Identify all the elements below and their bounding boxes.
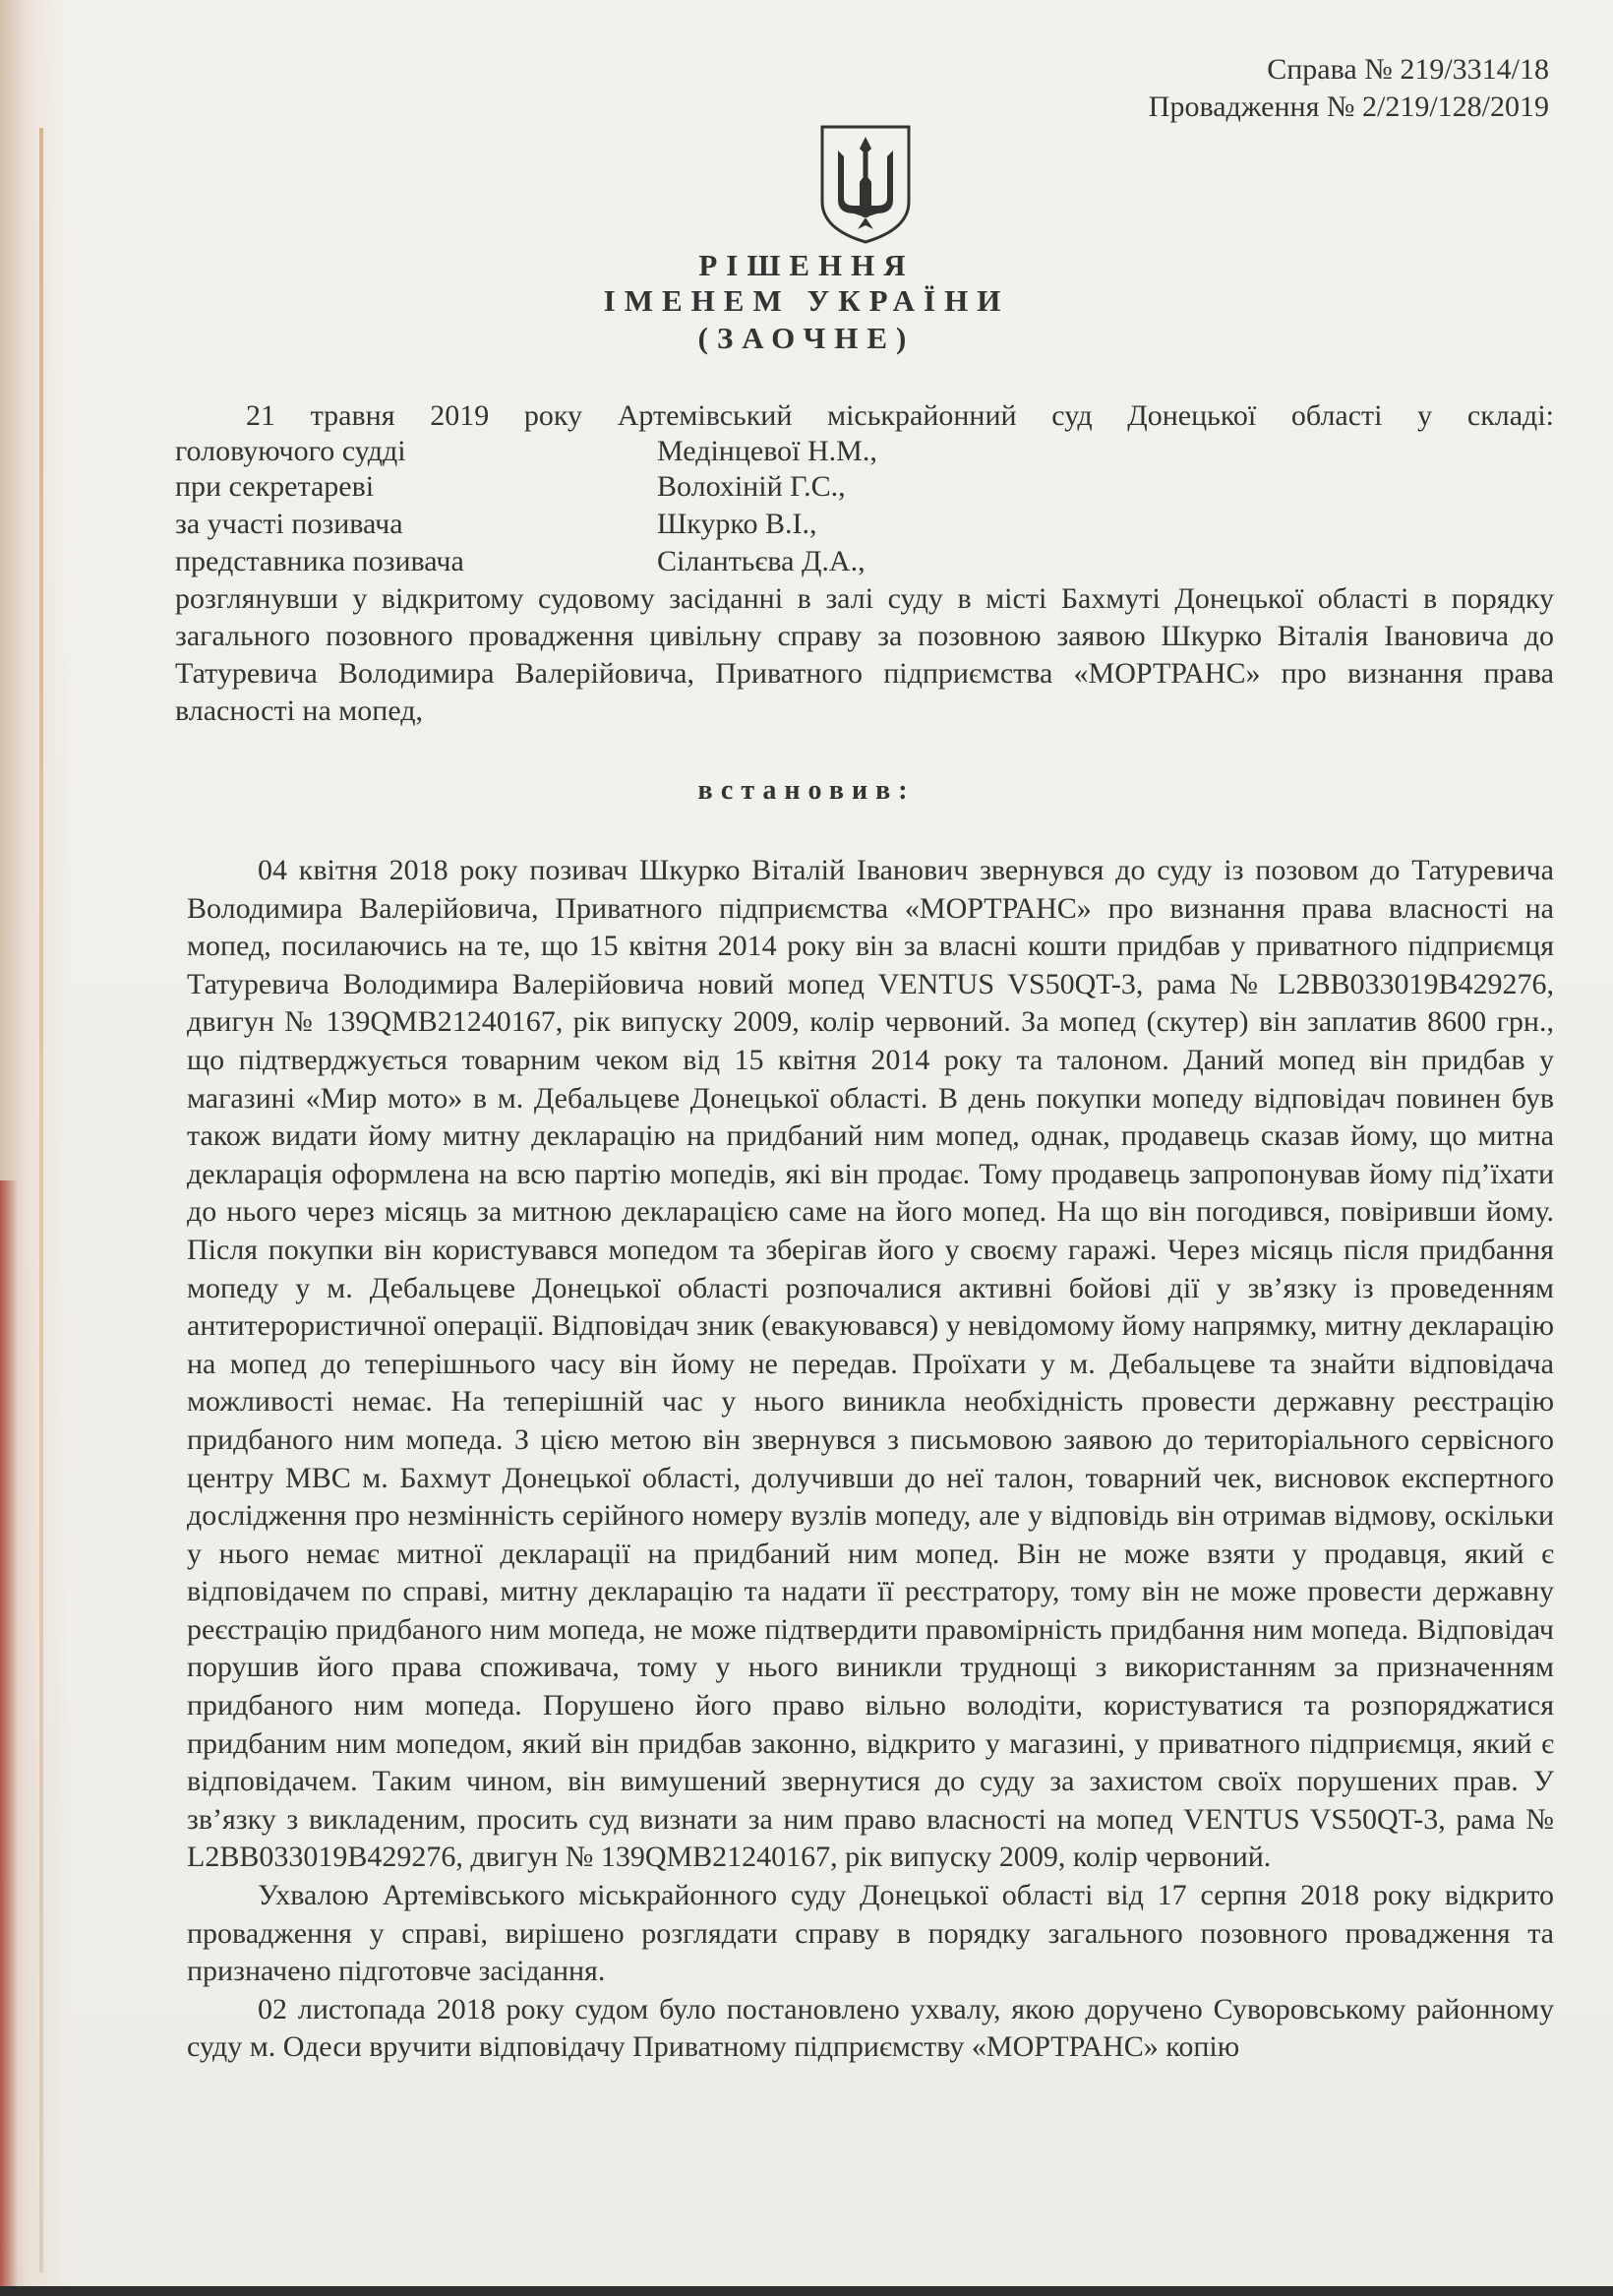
composition-value: Медінцевої Н.М., xyxy=(657,435,877,467)
paragraph: 02 листопада 2018 року судом було постановлено ухвалу, якою доручено Суворовському районному суду м. Одеси вручити відповідачу Приватному підприємству «МОРТРАНС» копію xyxy=(187,1992,1554,2064)
paper-edge xyxy=(0,1180,18,2296)
composition-value: Волохіній Г.С., xyxy=(657,470,846,503)
composition-label: за участі позивача xyxy=(175,508,403,540)
default-judgment-label: (ЗАОЧНЕ) xyxy=(697,321,916,355)
trident-coat-of-arms-icon xyxy=(816,123,915,246)
decision-title: РІШЕННЯ xyxy=(698,248,915,282)
paper-fold-line xyxy=(39,128,43,2272)
court-composition-intro: 21 травня 2019 року Артемівський міськрайонний суд Донецької області у складі: xyxy=(246,399,1554,432)
decision-body xyxy=(187,852,1554,2067)
case-info xyxy=(1149,51,1549,126)
composition-label: головуючого судді xyxy=(175,435,406,467)
in-the-name-of-ukraine: ІМЕНЕМ УКРАЇНИ xyxy=(603,283,1010,318)
proceeding-number: Провадження № 2/219/128/2019 xyxy=(1148,91,1549,123)
composition-value: Шкурко В.І., xyxy=(657,508,817,540)
paragraph: 04 квітня 2018 року позивач Шкурко Віталій Іванович звернувся до суду із позовом до Татуревича Володимира Валерійовича, Приватного підприємства «МОРТРАНС» про визнання права власності на мопед, посилаючись на те, що 15 квітня 2014 року він за власні кошти придбав у приватного підприємця Татуревича Володимира Валерійовича новий мопед VENTUS VS50QT-3, рама № L2BB033019B429276, двигун № 139QMB21240167, рік випуску 2009, колір червоний. За мопед (скутер) він заплатив 8600 грн., що підтверджується товарним чеком від 15 квітня 2014 року та талоном. Даний мопед він придбав у магазині «Мир мото» в м. Дебальцеве Донецької області. В день покупки мопеду відповідач повинен був також видати йому митну декларацію на придбаний ним мопед, однак, продавець сказав йому, що митна декларація оформлена на всю партію мопедів, які він продає. Тому продавець запропонував йому під’їхати до нього через місяць за митною декларацією саме на його мопед. На що він погодився, повіривши йому. Після покупки він користувався мопедом та зберігав його у своєму гаражі. Через місяць після придбання мопеду у м. Дебальцеве Донецької області розпочалися активні бойові дії у зв’язку із проведенням антитерористичної операції. Відповідач зник (евакуювався) у невідомому йому напрямку, митну декларацію на мопед до теперішнього часу він йому не передав. Проїхати у м. Дебальцеве та знайти відповідача можливості немає. На теперішній час у нього виникла необхідність провести державну реєстрацію придбаного ним мопеда. З цією метою він звернувся з письмовою заявою до територіального сервісного центру МВС м. Бахмут Донецької області, долучивши до неї талон, товарний чек, висновок експертного дослідження про незмінність серійного номеру вузлів мопеду, але у відповідь він отримав відмову, оскільки у нього немає митної декларації на придбаний ним мопед. Він не може взяти у продавця, який є відповідачем по справі, митну декларацію та надати її реєстратору, тому він не може провести державну реєстрацію придбаного ним мопеда, не може підтвердити правомірність придбання ним мопеда. Відповідач порушив його права споживача, тому у нього виникли труднощі з використанням за призначенням придбаного ним мопеда. Порушено його право вільно володіти, користуватися та розпоряджатися придбаним ним мопедом, який він придбав законно, відкрито у магазині, у приватного підприємця, який є відповідачем. Таким чином, він вимушений звернутися до суду за захистом своїх порушених прав. У зв’язку з викладеним, просить суд визнати за ним право власності на мопед VENTUS VS50QT-3, рама № L2BB033019B429276, двигун № 139QMB21240167, рік випуску 2009, колір червоний. xyxy=(187,854,1554,1874)
case-number: Справа № 219/3314/18 xyxy=(1267,53,1549,86)
considered-paragraph xyxy=(175,580,1554,730)
scan-border xyxy=(0,2286,1613,2296)
composition-label: представника позивача xyxy=(175,545,464,577)
considered-text: розглянувши у відкритому судовому засіданні в залі суду в місті Бахмуті Донецької області в порядку загального позовного провадження цивільну справу за позовною заявою Шкурко Віталія Івановича до Татуревича Володимира Валерійовича, Приватного підприємства «МОРТРАНС» про визнання права власності на мопед, xyxy=(175,582,1554,727)
section-heading: встановив: xyxy=(697,775,916,806)
composition-label: при секретареві xyxy=(175,470,375,503)
composition-value: Сілантьєва Д.А., xyxy=(657,545,866,577)
paragraph: Ухвалою Артемівського міськрайонного суду Донецької області від 17 серпня 2018 року відкрито провадження у справі, вирішено розглядати справу в порядку загального позовного провадження та призначено підготовче засідання. xyxy=(187,1879,1554,1988)
